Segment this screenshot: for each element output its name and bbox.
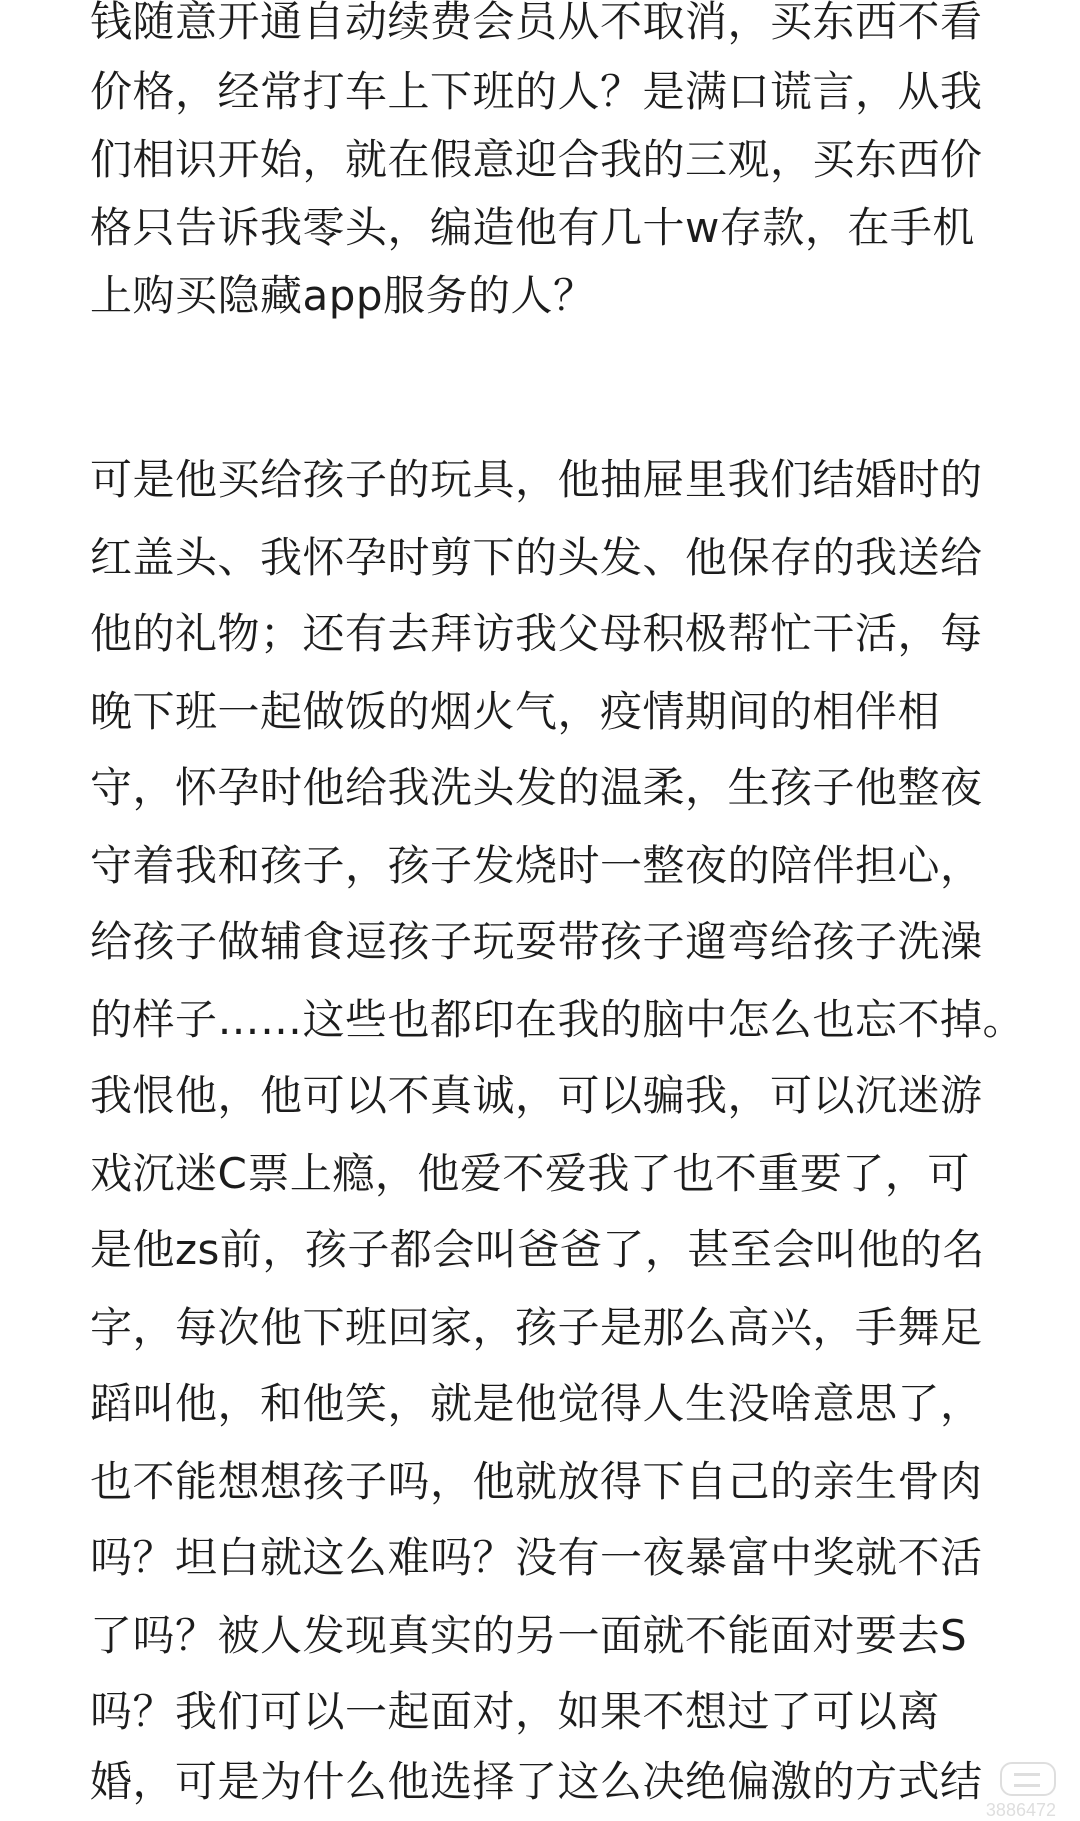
watermark-text: 3886472 <box>985 1800 1056 1820</box>
text-line: 的样子……这些也都印在我的脑中怎么也忘不掉。 <box>90 995 1026 1044</box>
text-line: 给孩子做辅食逗孩子玩耍带孩子遛弯给孩子洗澡 <box>90 917 983 966</box>
text-line: 戏沉迷C票上瘾，他爱不爱我了也不重要了，可 <box>90 1149 970 1198</box>
text-line: 我恨他，他可以不真诚，可以骗我，可以沉迷游 <box>90 1071 983 1120</box>
text-line: 们相识开始，就在假意迎合我的三观，买东西价 <box>90 135 983 184</box>
text-line: 钱随意开通自动续费会员从不取消，买东西不看 <box>90 0 983 46</box>
text-line: 字，每次他下班回家，孩子是那么高兴，手舞足 <box>90 1303 983 1352</box>
watermark <box>986 1762 1056 1821</box>
text-line: 吗？我们可以一起面对，如果不想过了可以离 <box>90 1687 941 1736</box>
text-line: 守着我和孩子，孩子发烧时一整夜的陪伴担心， <box>90 841 983 890</box>
text-line: 蹈叫他，和他笑，就是他觉得人生没啥意思了， <box>90 1379 983 1428</box>
text-line: 守，怀孕时他给我洗头发的温柔，生孩子他整夜 <box>90 763 983 812</box>
text-line: 可是他买给孩子的玩具，他抽屉里我们结婚时的 <box>90 455 983 504</box>
text-line: 也不能想想孩子吗，他就放得下自己的亲生骨肉 <box>90 1457 983 1506</box>
text-line: 红盖头、我怀孕时剪下的头发、他保存的我送给 <box>90 533 983 582</box>
app-logo-icon <box>1000 1762 1056 1796</box>
text-line: 晚下班一起做饭的烟火气，疫情期间的相伴相 <box>90 687 941 736</box>
text-line: 上购买隐藏app服务的人？ <box>90 271 596 320</box>
text-line: 婚，可是为什么他选择了这么决绝偏激的方式结 <box>90 1757 983 1806</box>
text-line: 价格，经常打车上下班的人？是满口谎言，从我 <box>90 67 983 116</box>
text-line: 格只告诉我零头，编造他有几十w存款，在手机 <box>90 203 975 252</box>
text-line: 是他zs前，孩子都会叫爸爸了，甚至会叫他的名 <box>90 1225 985 1274</box>
text-line: 了吗？被人发现真实的另一面就不能面对要去S <box>90 1611 968 1660</box>
text-line: 吗？坦白就这么难吗？没有一夜暴富中奖就不活 <box>90 1533 983 1582</box>
text-line: 他的礼物；还有去拜访我父母积极帮忙干活，每 <box>90 609 983 658</box>
